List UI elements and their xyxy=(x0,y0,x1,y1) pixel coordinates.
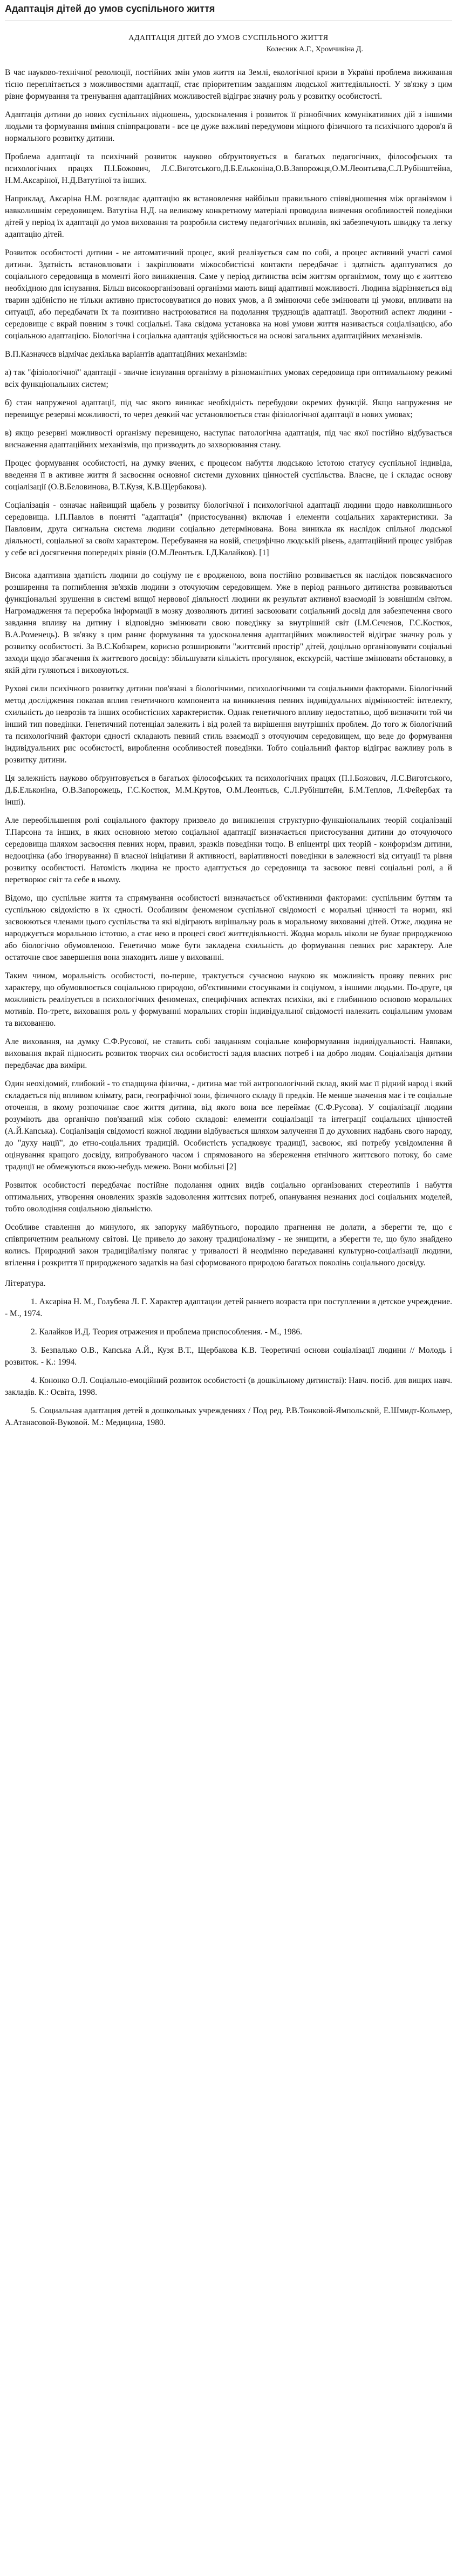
article-paragraph: а) так "фізіологічної" адаптації - звичне існування організму в різноманітних умовах середовища при оптимальному режимі всіх функціональних систем; xyxy=(5,368,452,390)
article-authors: Колесник А.Г., Хромчикіна Д. xyxy=(266,45,363,54)
reference-item: 2. Калайков И.Д. Теория отражения и проблема приспособления. - М., 1986. xyxy=(31,1327,303,1337)
article-paragraph: Проблема адаптації та психічний розвиток науково обґрунтовується в багатьох педагогічних, філософських та психологічних працях П.І.Божович, Л.С.Виготського,Д.Б.Ельконіна,О.В.Запорожця,О.М.Леонтьєва,С.Л.Рубінштейна, Н.М.Аксаріної, Н.Д.Ватутіної та інших. xyxy=(5,152,452,186)
article-paragraph: Але переобільшення ролі соціального фактору призвело до виникнення структурно-функціональних теорій соціалізації Т.Парсона та інших, в яких основною метою соціальної адаптації визначається пристосування дитини до оточуючого середовища шляхом засвоєння певних норм, правил, зразків поведінки тощо. В епіцентрі цих теорій - конформізм дитини, недооцінка (або ігнорування) її власної ініціативи й активності, варіативності поведінки в залежності від ситуації та рівня розвитку особистості. Натомість людина не просто адаптується до середовища та засвоює певні соціальні ролі, а й перетворює світ та себе в ньому. xyxy=(5,816,452,885)
page-header xyxy=(5,2,452,21)
article-paragraph: Процес формування особистості, на думку вчених, є процесом набуття людською істотою статусу суспільної індивіда, введення її в активне життя й засвоєння основної системи духовних цінностей суспільства. Власне, це і складає основу соціалізації (О.В.Беловинова, В.Т.Кузя, К.В.Щербакова). xyxy=(5,459,452,492)
article-paragraph: В час науково-технічної революції, постійних змін умов життя на Землі, екологічної кризи в Україні проблема виживання тісно переплітається з можливостями адаптації, стає пріоритетним завданням людської життєдіяльності. У зв'язку з цим рівне формування та тренування адаптаційних можливостей відіграє значну роль у розвитку особистості. xyxy=(5,68,452,101)
article-paragraph: Ця залежність науково обґрунтовується в багатьох філософських та психологічних працях (П.І.Божович, Л.С.Виготського, Д.Б.Ельконіна, О.В.Запорожець, Г.С.Костюк, М.М.Крутов, О.М.Леонтьєв, С.Л.Рубінштейн, Б.М.Теплов, Л.Фейербах та інші). xyxy=(5,774,452,807)
reference-item: 4. Кононко О.Л. Соціально-емоційний розвиток особистості (в дошкільному дитинстві): Навч. посіб. для вищих навч. закладів. К.: Освіта, 1998. xyxy=(5,1376,452,1398)
reference-item: 5. Социальная адаптация детей в дошкольных учреждениях / Под ред. Р.В.Тонковой-Ямпольской, Е.Шмидт-Кольмер, А.Атанасовой-Вуковой. М.: Медицина, 1980. xyxy=(5,1406,452,1428)
article-paragraph: Один неохідомий, глибокий - то спадщина фізична, - дитина має той антропологічний склад, який має її рідний народ і який складається під впливом клімату, раси, географічної зони, фізичного складу її предків. Не менше значення має і те соціальне оточення, в якому розпочинає своє життя дитина, від якого вона все переймає (С.Ф.Русова). У соціалізації людини розуміють два органічно пов'язаний між собою складові: елементи соціалізації та інтеграції соціальних цінностей (А.Й.Капська). Соціалізація свідомості кожної людини відбувається шляхом залучення її до духовних надбань свого народу, до "духу нації", до етно-соціальних традицій. Особистість успадковує традиції, засвоює, які потребу усвідомлення й оцінування кращого досвіду, випробуваного часом і спрямованого на збереження етнічного життєвого потоку, бо саме традиції не обмежуються якою-небудь межею. Вони мобільні [2] xyxy=(5,1079,452,1172)
article-paragraph: Розвиток особистості дитини - не автоматичний процес, який реалізується сам по собі, а процес активний участі самої дитини. Здатність встановлювати і закріплювати міжособистісні контакти передбачає і здатність адаптуватися до соціального середовища в моменті його виникнення. Саме у період дитинства всім життям організмом, тому що є життєво необхідною для існування. Більш високоорганізовані організми мають вищі адаптивні можливості. Людина відрізняється від тварин здібністю не тільки активно пристосовуватися до нових умов, а й змінюючи себе змінювати ці умови, впливати на ситуації, або передбачати їх та позитивно настроюватися на подолання труднощів адаптації. Зворотний аспект людини - середовище є вкрай повним з точкі соціальні. Така свідома установка на нові умови життя називається соціалізацією, або соціальною адаптацією. Біологічна і соціальна адаптація здійснюється на основі загальних адаптаційних механізмів. xyxy=(5,248,452,341)
article-paragraph: Висока адаптивна здатність людини до соціуму не є вродженою, вона постійно розвивається як наслідок повсякчасного розширення та поглиблення зв'язків людини з оточуючим середовищем. Уже в період раннього дитинства розвиваються функціональні зрушення в системі вищої нервової діяльності людини як результат активної взаємодії із зовнішнім світом. Нагромадження та переробка інформації в мозку дозволяють дитині засвоювати соціальний досвід для забезпечення свого завдання впливу на дитину і відповідно змінювати свою поведінку за внутрішній світ (І.М.Сеченов, Г.С.Костюк, В.А.Роменець). В зв'язку з цим раннє формування та удосконалення адаптаційних можливостей відіграє значну роль у розвитку особистості. За В.С.Кобзарем, корисно розширювати "життєвий простір" дітей, доцільно організовувати соціальні заходи щодо збагачення їх життєвого досвіду: збільшувати кількість прогулянок, екскурсій, частіше змінювати обстановку, в якій діти гуляються і виховуються. xyxy=(5,571,452,676)
page-title: Адаптація дітей до умов суспільного життя xyxy=(5,3,215,14)
article-paragraph: Таким чином, моральність особистості, по-перше, трактується сучасною наукою як можливість прояву певних рис характеру, що обумовлюється соціальною природою, об'єктивними стосунками із соціумом, з іншими людьми. По-друге, ця можливість реалізується в психологічних феноменах, специфічних аспектах психіки, які є глибинною основою моральних мотивів. По-третє, виховання роль у формуванні моральних сторін індивідуальної свідомості належить соціальним умовам та вихованню. xyxy=(5,971,452,1028)
article-paragraph: Соціалізація - означає найвищий щабель у розвитку біологічної і психологічної адаптації людини щодо навколишнього середовища. І.П.Павлов в понятті "адаптація" (пристосування) включав і елементи соціальних характеристики. За Павловим, друга сигнальна система людини соціально детермінована. Вона виникла як наслідок спільної людської діяльності, соціальної за своїм характером. Перебування на новій, специфічно людській рівень, адаптаційний процес увібрав у себе всі досягнення попередніх рівнів (О.М.Леонтьєв. І.Д.Калайков). [1] xyxy=(5,501,452,558)
article-paragraph: Наприклад, Аксаріна Н.М. розглядає адаптацію як встановлення найбільш правильного співвідношення між організмом і навколишнім середовищем. Ватутіна Н.Д. на великому конкретному матеріалі проводила вивчення особливостей поведінки дітей у період їх адаптації до умов виховання та розробила систему педагогічних впливів, які забезпечують швидку та легку адаптацію дітей. xyxy=(5,194,452,240)
article-paragraph: Розвиток особистості передбачає постійне подолання одних видів соціально організованих стереотипів і набуття оптимальних, утворення оновлених зразків задоволення життєвих потреб, опанування незнаних досі соціальних моделей, тобто оволодіння соціальною діяльністю. xyxy=(5,1181,452,1214)
article-paragraph: Відомо, що суспільне життя та спрямування особистості визначається об'єктивними факторами: суспільним буттям та суспільною свідомістю в їх єдності. Особливим феноменом суспільної свідомості є моральні цінності та норми, які засвоюються членами цього суспільства та які відіграють вирішальну роль в моральному вихованні дітей. Отже, людина не народжується моральною істотою, а стає нею в процесі своєї життєдіяльності. Жодна мораль ніколи не буває природженою або біологічно обумовленою. Генетично може бути закладена схильність до формування певних рис характеру. Але остаточне своє завершення вона знаходить лише у вихованні. xyxy=(5,894,452,963)
article-paragraph: б) стан напруженої адаптації, під час якого виникає необхідність перебудови окремих функцій. Якщо напруження не перевищує резервні можливості, то через деякий час установлюється стан фізіологічної адаптації в нових умовах; xyxy=(5,398,452,420)
references-section xyxy=(5,1278,452,1429)
article-paragraph: Особливе ставлення до минулого, як запоруку майбутнього, породило прагнення не долати, а зберегти те, що є співпричетним реальному світові. Це привело до закону традиціоналізму - не знищити, а зберегти те, що було знайдено колись. Природний закон традиційалізму полягає у тривалості й неодмінно передаванні культурно-соціалізації людини, втілення і розкриття її природженого задатків на базі сформованого природою багатьох поколінь соціального досвіду. xyxy=(5,1223,452,1268)
article-paragraph: в) якщо резервні можливості організму перевищено, наступає патологічна адаптація, під час якої постійно відбувається виснаження адаптаційних механізмів, що призводить до захворювання стану. xyxy=(5,428,452,450)
reference-item: 1. Аксаріна Н. М., Голубева Л. Г. Характер адаптации детей раннего возраста при поступлении в детское учреждение. - М., 1974. xyxy=(5,1297,452,1319)
article-paragraph: В.П.Казначєєв відмічає декілька варіантів адаптаційних механізмів: xyxy=(5,350,247,359)
article-paragraph: Рухові сили психічного розвитку дитини пов'язані з біологічними, психологічними та соціальними факторами. Біологічний метод дослідження показав вплив генетичного компонента на виникнення певних індивідуальних відмінностей: інтелекту, схильність до неврозів та інших особистісних характеристик. Однак генетичного впливу недостатньо, щоб визначити той чи інший тип поведінки. Генетичний потенціал залежить і від ролей та вирішення внутрішніх проблем. До того ж біологічний та психологічний фактори єдності складають певний стиль взаємодії з оточуючим середовищем, що веде до формування індивідуальних рис особистості, вироблення особливостей поведінки. Тобто соціальний фактор відіграє важливу роль в розвитку дитини. xyxy=(5,684,452,765)
reference-item: 3. Безпалько О.В., Капська А.Й., Кузя В.Т., Щербакова К.В. Теоретичні основи соціалізації людини // Молодь і розвиток. - К.: 1994. xyxy=(5,1346,452,1367)
references-title: Література. xyxy=(5,1279,46,1289)
article-heading: АДАПТАЦІЯ ДІТЕЙ ДО УМОВ СУСПІЛЬНОГО ЖИТТЯ xyxy=(128,33,329,42)
article-paragraph: Адаптація дитини до нових суспільних відношень, удосконалення і розвиток її різнобічних комунікативних дій з іншими людьми та формування вміння співпрацювати - все це дуже важливі передумови міцного фізичного та психічного здоров'я й нормального розвитку дитини. xyxy=(5,110,452,144)
article-paragraph: Але виховання, на думку С.Ф.Русової, не ставить собі завданням соціальне конформування індивідуальності. Навпаки, виховання вкрай підносить розвиток творчих сил особистості задля власних потреб і на добро людям. Соціалізація дитини передбачає два виміри. xyxy=(5,1037,452,1071)
article-body xyxy=(5,67,452,1269)
